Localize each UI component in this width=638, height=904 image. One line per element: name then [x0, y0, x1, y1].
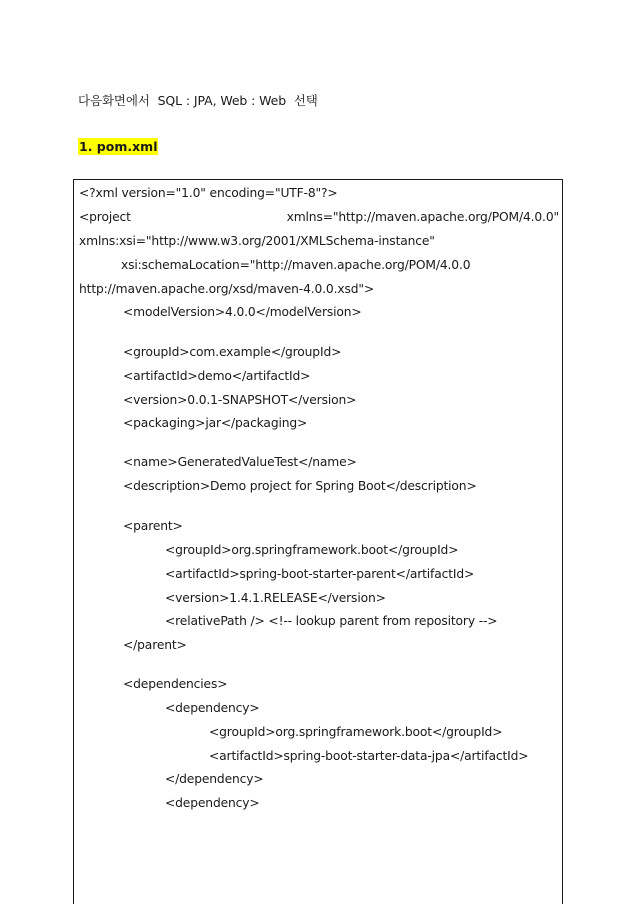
- intro-text: 다음화면에서 SQL : JPA, Web : Web 선택: [78, 93, 318, 108]
- code-line: <dependency>: [165, 796, 260, 810]
- code-line: <modelVersion>4.0.0</modelVersion>: [123, 305, 362, 319]
- code-line: <parent>: [123, 519, 183, 533]
- section-heading: 1. pom.xml: [79, 139, 158, 154]
- code-line: <groupId>com.example</groupId>: [123, 345, 342, 359]
- code-line: <artifactId>spring-boot-starter-parent</artifactId>: [165, 567, 475, 581]
- code-line: http://maven.apache.org/xsd/maven-4.0.0.xsd">: [79, 282, 375, 296]
- code-line: <groupId>org.springframework.boot</groupId>: [165, 543, 459, 557]
- code-line: xmlns="http://maven.apache.org/POM/4.0.0": [286, 210, 559, 224]
- code-line: <groupId>org.springframework.boot</groupId>: [209, 725, 503, 739]
- code-line: <artifactId>spring-boot-starter-data-jpa</artifactId>: [209, 749, 529, 763]
- code-line: </dependency>: [165, 772, 264, 786]
- code-line: <?xml version="1.0" encoding="UTF-8"?>: [79, 186, 338, 200]
- code-line: <dependency>: [165, 701, 260, 715]
- code-line: <version>0.0.1-SNAPSHOT</version>: [123, 393, 357, 407]
- code-line: <relativePath /> <!-- lookup parent from repository -->: [165, 614, 498, 628]
- code-line: <dependencies>: [123, 677, 228, 691]
- code-line: <artifactId>demo</artifactId>: [123, 369, 311, 383]
- code-line: xsi:schemaLocation="http://maven.apache.org/POM/4.0.0: [121, 258, 471, 272]
- code-line: <version>1.4.1.RELEASE</version>: [165, 591, 386, 605]
- code-line: </parent>: [123, 638, 187, 652]
- code-line: <description>Demo project for Spring Boot</description>: [123, 479, 477, 493]
- code-line: <name>GeneratedValueTest</name>: [123, 455, 357, 469]
- code-block: [73, 179, 563, 904]
- code-line: <project: [79, 210, 131, 224]
- code-line: <packaging>jar</packaging>: [123, 416, 308, 430]
- code-line: xmlns:xsi="http://www.w3.org/2001/XMLSchema-instance": [79, 234, 435, 248]
